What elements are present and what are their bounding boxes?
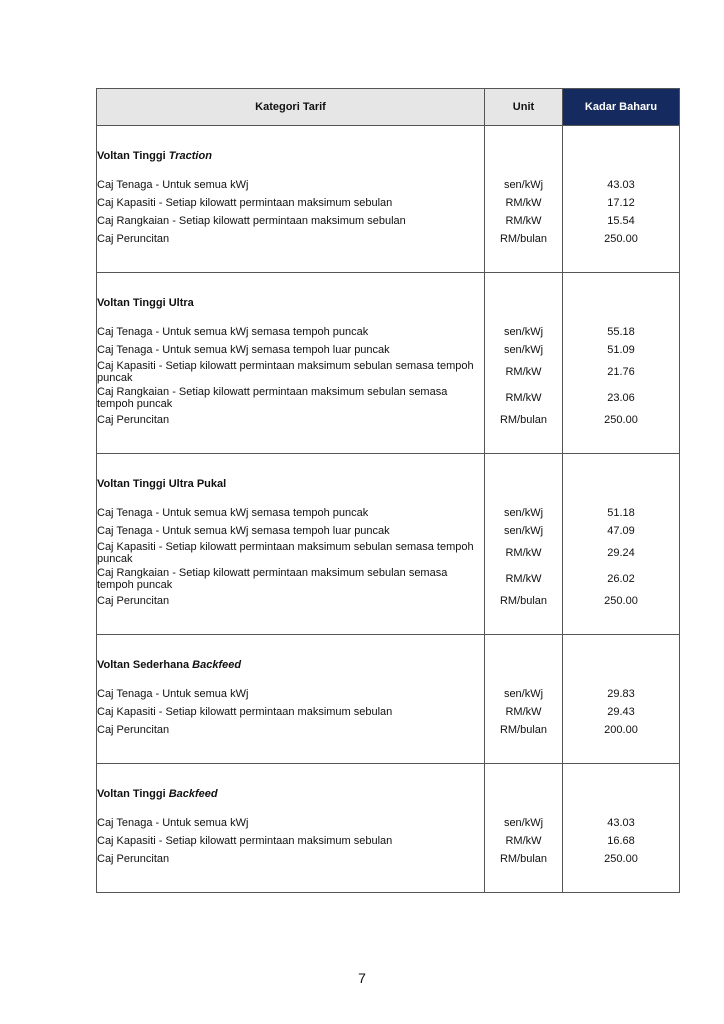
- table-row: [97, 323, 680, 341]
- row-rate: 250.00: [563, 592, 680, 610]
- header-row: [97, 89, 680, 126]
- table-row: [97, 540, 680, 566]
- row-description: Caj Peruncitan: [97, 411, 485, 429]
- table-row: [97, 522, 680, 540]
- end-row: [97, 429, 680, 454]
- spacer-row: [97, 162, 680, 176]
- category-title: Voltan Tinggi Ultra Pukal: [97, 478, 227, 490]
- category-heading: [97, 140, 485, 162]
- row-description: Caj Peruncitan: [97, 230, 485, 248]
- row-description: Caj Kapasiti - Setiap kilowatt permintaan maksimum sebulan: [97, 194, 485, 212]
- row-description: Caj Peruncitan: [97, 592, 485, 610]
- table-row: [97, 504, 680, 522]
- row-unit: RM/kW: [485, 385, 563, 411]
- spacer-row: [97, 309, 680, 323]
- table-row: [97, 703, 680, 721]
- row-unit: RM/bulan: [485, 721, 563, 739]
- row-rate: 29.43: [563, 703, 680, 721]
- category-heading-row: [97, 778, 680, 800]
- table-row: [97, 832, 680, 850]
- row-rate: 23.06: [563, 385, 680, 411]
- category-title-emphasis: Traction: [168, 150, 212, 162]
- table-row: [97, 359, 680, 385]
- row-unit: sen/kWj: [485, 323, 563, 341]
- category-title: Voltan Tinggi Ultra: [97, 297, 194, 309]
- table-row: [97, 194, 680, 212]
- row-description: Caj Tenaga - Untuk semua kWj: [97, 176, 485, 194]
- row-rate: 29.83: [563, 685, 680, 703]
- row-rate: 17.12: [563, 194, 680, 212]
- group-row: [97, 764, 680, 779]
- category-heading-row: [97, 140, 680, 162]
- row-unit: RM/kW: [485, 359, 563, 385]
- row-description: Caj Kapasiti - Setiap kilowatt permintaan maksimum sebulan: [97, 703, 485, 721]
- end-row: [97, 248, 680, 273]
- table-row: [97, 721, 680, 739]
- table-row: [97, 814, 680, 832]
- row-unit: RM/bulan: [485, 850, 563, 868]
- row-description: Caj Tenaga - Untuk semua kWj semasa tempoh luar puncak: [97, 522, 485, 540]
- row-rate: 51.18: [563, 504, 680, 522]
- spacer-row: [97, 490, 680, 504]
- tariff-body: [97, 126, 680, 893]
- row-description: Caj Peruncitan: [97, 721, 485, 739]
- group-row: [97, 273, 680, 288]
- category-title: Voltan Tinggi: [97, 150, 166, 162]
- row-unit: RM/kW: [485, 540, 563, 566]
- row-unit: RM/bulan: [485, 411, 563, 429]
- row-description: Caj Tenaga - Untuk semua kWj semasa tempoh puncak: [97, 323, 485, 341]
- page-number: 7: [358, 970, 366, 986]
- table-row: [97, 411, 680, 429]
- row-description: Caj Tenaga - Untuk semua kWj: [97, 814, 485, 832]
- tariff-table: [96, 88, 680, 893]
- category-heading-row: [97, 468, 680, 490]
- header-category: Kategori Tarif: [97, 89, 485, 126]
- row-unit: sen/kWj: [485, 814, 563, 832]
- group-row: [97, 635, 680, 650]
- row-description: Caj Peruncitan: [97, 850, 485, 868]
- row-rate: 43.03: [563, 814, 680, 832]
- row-description: Caj Tenaga - Untuk semua kWj semasa tempoh luar puncak: [97, 341, 485, 359]
- category-heading: [97, 287, 485, 309]
- row-rate: 29.24: [563, 540, 680, 566]
- row-unit: RM/kW: [485, 703, 563, 721]
- table-row: [97, 176, 680, 194]
- row-description: Caj Kapasiti - Setiap kilowatt permintaan maksimum sebulan semasa tempoh puncak: [97, 359, 485, 385]
- row-rate: 250.00: [563, 230, 680, 248]
- row-unit: sen/kWj: [485, 176, 563, 194]
- row-rate: 200.00: [563, 721, 680, 739]
- row-rate: 21.76: [563, 359, 680, 385]
- row-unit: sen/kWj: [485, 504, 563, 522]
- category-heading-row: [97, 649, 680, 671]
- row-rate: 16.68: [563, 832, 680, 850]
- row-rate: 250.00: [563, 411, 680, 429]
- row-unit: sen/kWj: [485, 685, 563, 703]
- row-description: Caj Tenaga - Untuk semua kWj semasa tempoh puncak: [97, 504, 485, 522]
- spacer-row: [97, 800, 680, 814]
- row-description: Caj Rangkaian - Setiap kilowatt permintaan maksimum sebulan semasa tempoh puncak: [97, 385, 485, 411]
- table-row: [97, 685, 680, 703]
- end-row: [97, 868, 680, 893]
- row-unit: RM/kW: [485, 212, 563, 230]
- row-unit: sen/kWj: [485, 341, 563, 359]
- table-row: [97, 341, 680, 359]
- spacer-row: [97, 671, 680, 685]
- row-rate: 43.03: [563, 176, 680, 194]
- category-title: Voltan Tinggi: [97, 788, 166, 800]
- row-unit: sen/kWj: [485, 522, 563, 540]
- category-title-emphasis: Backfeed: [168, 788, 218, 800]
- category-heading: [97, 468, 485, 490]
- category-title: Voltan Sederhana: [97, 659, 190, 671]
- group-row: [97, 126, 680, 141]
- row-unit: RM/bulan: [485, 230, 563, 248]
- row-rate: 51.09: [563, 341, 680, 359]
- row-unit: RM/kW: [485, 566, 563, 592]
- table-row: [97, 592, 680, 610]
- row-unit: RM/bulan: [485, 592, 563, 610]
- header-unit: Unit: [485, 89, 563, 126]
- category-title-emphasis: Backfeed: [192, 659, 242, 671]
- row-rate: 26.02: [563, 566, 680, 592]
- row-unit: RM/kW: [485, 194, 563, 212]
- row-description: Caj Kapasiti - Setiap kilowatt permintaan maksimum sebulan semasa tempoh puncak: [97, 540, 485, 566]
- header-rate: Kadar Baharu: [563, 89, 680, 126]
- row-rate: 47.09: [563, 522, 680, 540]
- table-row: [97, 566, 680, 592]
- row-description: Caj Kapasiti - Setiap kilowatt permintaan maksimum sebulan: [97, 832, 485, 850]
- table-row: [97, 385, 680, 411]
- row-rate: 55.18: [563, 323, 680, 341]
- row-description: Caj Rangkaian - Setiap kilowatt permintaan maksimum sebulan: [97, 212, 485, 230]
- category-heading-row: [97, 287, 680, 309]
- row-description: Caj Tenaga - Untuk semua kWj: [97, 685, 485, 703]
- table-row: [97, 230, 680, 248]
- row-rate: 250.00: [563, 850, 680, 868]
- table-row: [97, 212, 680, 230]
- category-heading: [97, 649, 485, 671]
- row-rate: 15.54: [563, 212, 680, 230]
- row-unit: RM/kW: [485, 832, 563, 850]
- category-heading: [97, 778, 485, 800]
- table-row: [97, 850, 680, 868]
- row-description: Caj Rangkaian - Setiap kilowatt permintaan maksimum sebulan semasa tempoh puncak: [97, 566, 485, 592]
- end-row: [97, 610, 680, 635]
- end-row: [97, 739, 680, 764]
- group-row: [97, 454, 680, 469]
